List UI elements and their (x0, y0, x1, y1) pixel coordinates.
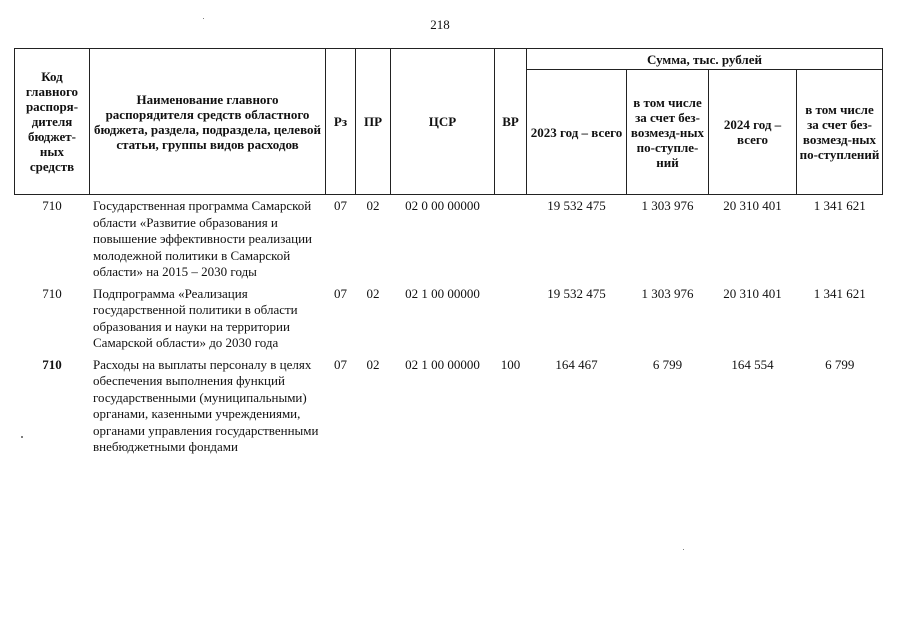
header-vr: ВР (495, 49, 527, 195)
row-rz: 07 (334, 198, 347, 213)
row-2023-total: 19 532 475 (547, 198, 606, 213)
row-pr: 02 (366, 198, 380, 213)
row-2023-grants: 1 303 976 (641, 285, 694, 301)
row-csr: 02 0 00 00000 (405, 198, 480, 213)
row-code: 710 (42, 356, 62, 372)
header-2023-grants: в том числе за счет без-возмезд-ных по-ступле-ний (627, 70, 709, 195)
header-pr: ПР (356, 49, 391, 195)
page-number: 218 (430, 17, 450, 32)
row-2023-grants: 1 303 976 (641, 198, 694, 213)
header-2023-total: 2023 год – всего (527, 70, 627, 195)
row-csr: 02 1 00 00000 (405, 356, 480, 372)
row-rz: 07 (334, 356, 347, 372)
header-code: Код главного распоря-дителя бюджет-ных средств (15, 49, 90, 195)
header-name: Наименование главного распорядителя средств областного бюджета, раздела, подраздела, целевой статьи, группы видов расходов (90, 49, 326, 195)
row-name: Расходы на выплаты персоналу в целях обеспечения выполнения функций государственными (муниципальными) органами, казенными учреждениями, органами управления государственными внебюджетными фондами (93, 356, 319, 454)
row-2024-total: 164 554 (731, 356, 774, 372)
header-sum-group: Сумма, тыс. рублей (527, 49, 883, 70)
scan-speck (21, 436, 23, 438)
header-2024-grants: в том числе за счет без-возмезд-ных по-ступлений (797, 70, 883, 195)
row-2023-total: 164 467 (555, 356, 598, 372)
row-2023-grants: 6 799 (652, 356, 683, 372)
row-code: 710 (42, 285, 62, 301)
budget-table (14, 48, 883, 458)
row-rz: 07 (334, 285, 347, 301)
row-vr (495, 195, 527, 283)
row-2024-grants: 1 341 621 (813, 198, 866, 213)
table-row (15, 195, 883, 283)
row-2024-grants: 1 341 621 (813, 285, 866, 301)
row-name: Государственная программа Самарской области «Развитие образования и повышение эффективности реализации молодежной политики в Самарской области» на 2015 – 2030 годы (93, 198, 312, 279)
row-2024-grants: 6 799 (825, 356, 855, 372)
header-csr: ЦСР (391, 49, 495, 195)
header-2024-total: 2024 год – всего (709, 70, 797, 195)
header-row-top (15, 49, 883, 70)
row-2024-total: 20 310 401 (723, 285, 782, 301)
row-csr: 02 1 00 00000 (405, 285, 480, 301)
scan-speck (203, 18, 204, 19)
scan-speck (683, 549, 684, 550)
row-name: Подпрограмма «Реализация государственной политики в области образования и науки на территории Самарской области» до 2030 года (93, 285, 298, 350)
row-vr (495, 283, 527, 354)
row-2023-total: 19 532 475 (547, 285, 606, 301)
table-row (15, 354, 883, 458)
row-code: 710 (42, 198, 62, 213)
header-rz: Рз (326, 49, 356, 195)
row-pr: 02 (366, 356, 380, 372)
row-vr: 100 (500, 356, 521, 372)
row-2024-total: 20 310 401 (723, 198, 782, 213)
table-row (15, 283, 883, 354)
row-pr: 02 (366, 285, 380, 301)
